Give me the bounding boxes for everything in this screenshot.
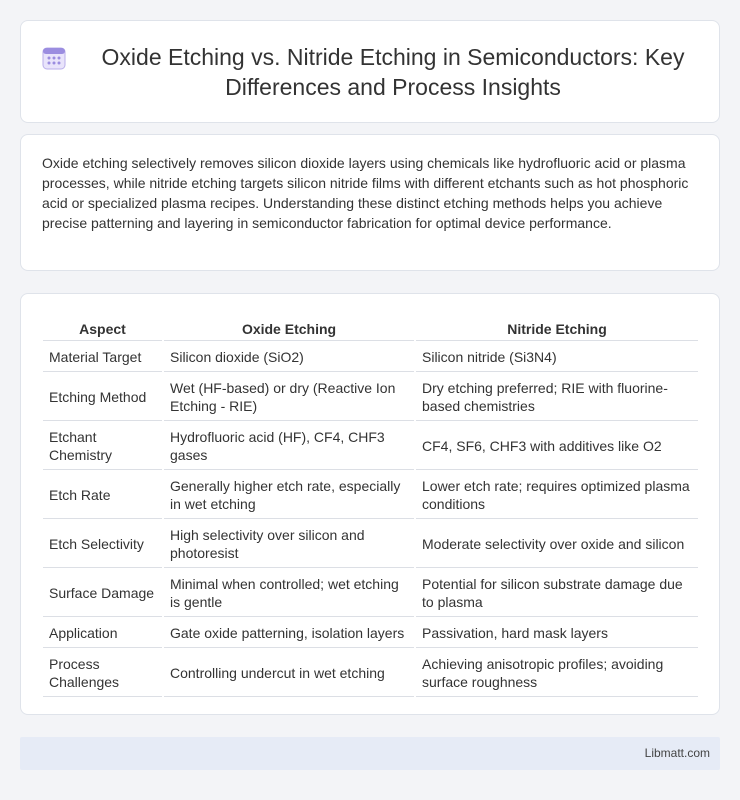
cell-nitride: Potential for silicon substrate damage due to plasma <box>416 570 698 617</box>
cell-oxide: Hydrofluoric acid (HF), CF4, CHF3 gases <box>164 423 414 470</box>
table-header-row <box>43 318 698 341</box>
cell-oxide: Gate oxide patterning, isolation layers <box>164 619 414 648</box>
cell-aspect: Etch Rate <box>43 472 162 519</box>
table-row <box>43 472 698 519</box>
cell-nitride: Silicon nitride (Si3N4) <box>416 343 698 372</box>
cell-oxide: Generally higher etch rate, especially in wet etching <box>164 472 414 519</box>
table-row <box>43 423 698 470</box>
footer-site-link[interactable]: Libmatt.com <box>644 746 710 760</box>
page-title: Oxide Etching vs. Nitride Etching in Semiconductors: Key Differences and Process Insights <box>101 43 685 100</box>
cell-nitride: Lower etch rate; requires optimized plasma conditions <box>416 472 698 519</box>
header-aspect: Aspect <box>43 318 162 341</box>
cell-oxide: Minimal when controlled; wet etching is gentle <box>164 570 414 617</box>
table-row <box>43 570 698 617</box>
cell-oxide: Controlling undercut in wet etching <box>164 650 414 697</box>
intro-card <box>20 134 720 271</box>
header-nitride: Nitride Etching <box>416 318 698 341</box>
cell-aspect: Process Challenges <box>43 650 162 697</box>
table-row <box>43 650 698 697</box>
cell-nitride: Dry etching preferred; RIE with fluorine-based chemistries <box>416 374 698 421</box>
cell-oxide: Silicon dioxide (SiO2) <box>164 343 414 372</box>
cell-oxide: Wet (HF-based) or dry (Reactive Ion Etching - RIE) <box>164 374 414 421</box>
cell-aspect: Etch Selectivity <box>43 521 162 568</box>
cell-nitride: Passivation, hard mask layers <box>416 619 698 648</box>
table-row <box>43 619 698 648</box>
table-card <box>20 293 720 715</box>
cell-aspect: Application <box>43 619 162 648</box>
cell-nitride: Achieving anisotropic profiles; avoiding surface roughness <box>416 650 698 697</box>
cell-aspect: Etchant Chemistry <box>43 423 162 470</box>
comparison-table <box>41 316 700 699</box>
header-oxide: Oxide Etching <box>164 318 414 341</box>
table-row <box>43 374 698 421</box>
cell-nitride: Moderate selectivity over oxide and silicon <box>416 521 698 568</box>
footer <box>20 737 720 770</box>
cell-nitride: CF4, SF6, CHF3 with additives like O2 <box>416 423 698 470</box>
title-card <box>20 20 720 123</box>
calendar-icon <box>41 45 67 71</box>
cell-aspect: Surface Damage <box>43 570 162 617</box>
cell-oxide: High selectivity over silicon and photoresist <box>164 521 414 568</box>
table-row <box>43 343 698 372</box>
cell-aspect: Material Target <box>43 343 162 372</box>
intro-paragraph: Oxide etching selectively removes silicon dioxide layers using chemicals like hydrofluoric acid or plasma processes, while nitride etching targets silicon nitride films with different etchants such as hot phosphoric acid or specialized plasma recipes. Understanding these distinct etching methods helps you achieve precise patterning and layering in semiconductor fabrication for optimal device performance. <box>42 155 689 231</box>
cell-aspect: Etching Method <box>43 374 162 421</box>
table-row <box>43 521 698 568</box>
